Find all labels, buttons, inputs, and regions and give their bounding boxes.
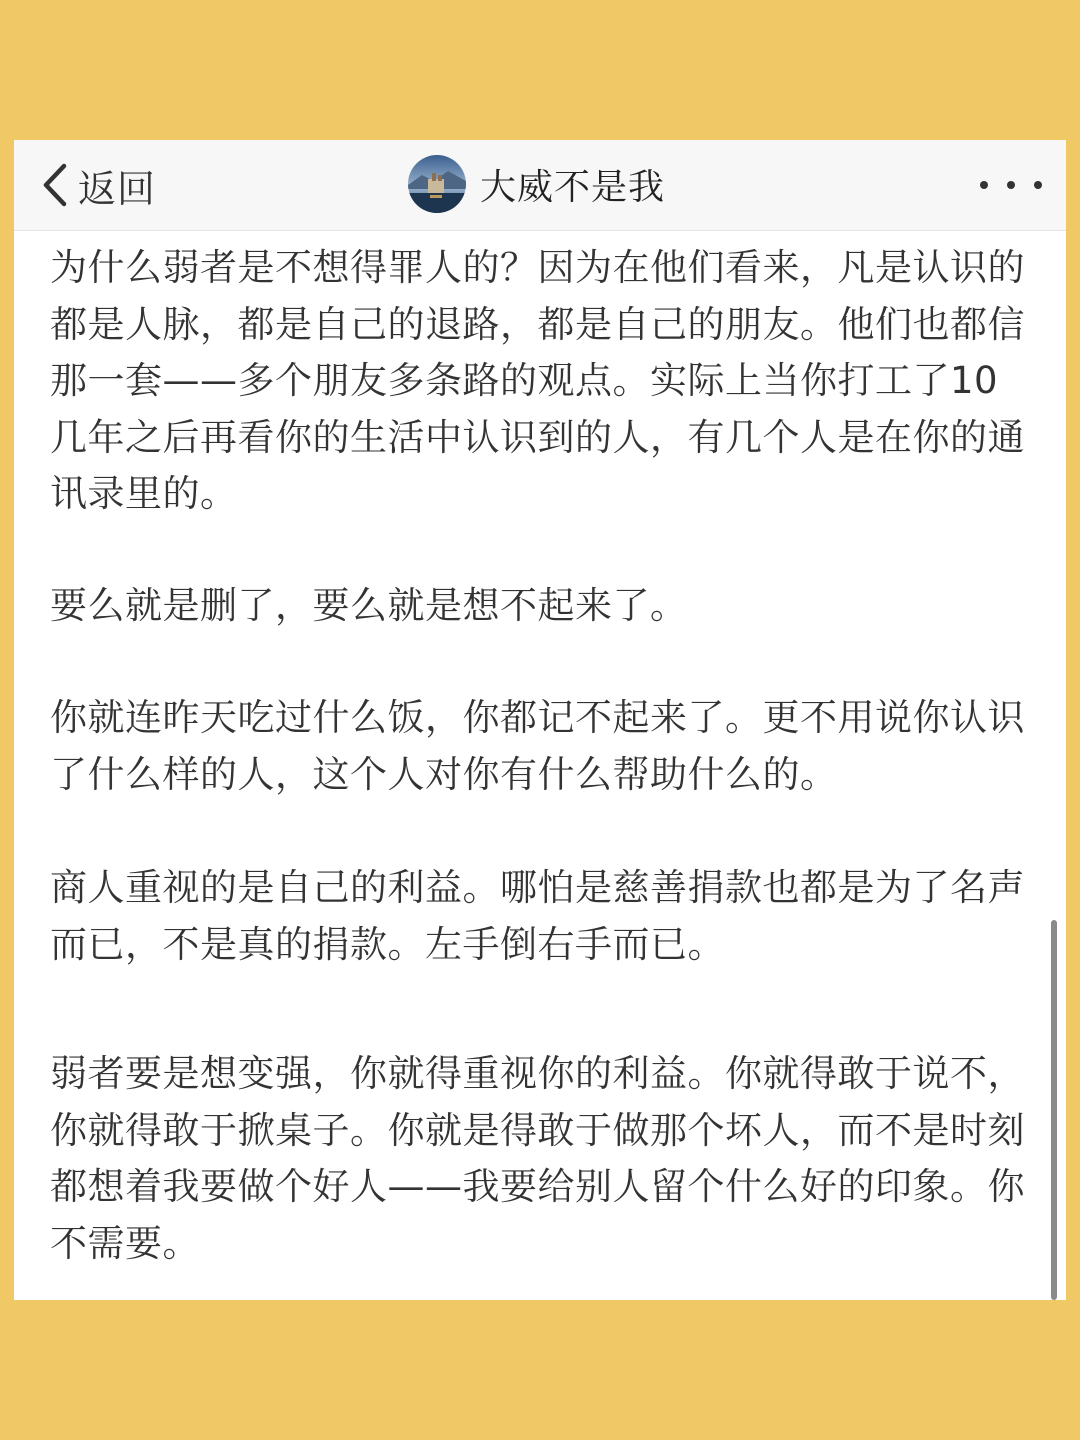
scrollbar[interactable]: [1051, 920, 1057, 1300]
author-info[interactable]: [408, 146, 665, 222]
more-dots-icon: [980, 181, 988, 189]
paragraph: 要么就是删了，要么就是想不起来了。: [50, 584, 688, 627]
back-button[interactable]: [40, 152, 156, 218]
top-nav-bar: [14, 140, 1066, 231]
paragraph: 商人重视的是自己的利益。哪怕是慈善捐款也都是为了名声而已，不是真的捐款。左手倒右手而已。: [50, 866, 1025, 966]
more-dots-icon: [1007, 181, 1015, 189]
more-options-button[interactable]: [980, 162, 1042, 208]
more-dots-icon: [1034, 181, 1042, 189]
author-name[interactable]: 大威不是我: [480, 166, 666, 208]
paragraph: 为什么弱者是不想得罪人的？因为在他们看来，凡是认识的都是人脉，都是自己的退路，都是自己的朋友。他们也都信那一套——多个朋友多条路的观点。实际上当你打工了10几年之后再看你的生活中认识到的人，有几个人是在你的通讯录里的。: [50, 246, 1025, 515]
chevron-left-icon: [40, 160, 76, 210]
post-card: [14, 140, 1066, 1300]
paragraph: 你就连昨天吃过什么饭，你都记不起来了。更不用说你认识了什么样的人，这个人对你有什么帮助什么的。: [50, 696, 1025, 796]
avatar[interactable]: [408, 155, 466, 213]
back-label: 返回: [78, 166, 157, 211]
paragraph: 弱者要是想变强，你就得重视你的利益。你就得敢于说不，你就得敢于掀桌子。你就是得敢于做那个坏人，而不是时刻都想着我要做个好人——我要给别人留个什么好的印象。你不需要。: [50, 1052, 1025, 1265]
